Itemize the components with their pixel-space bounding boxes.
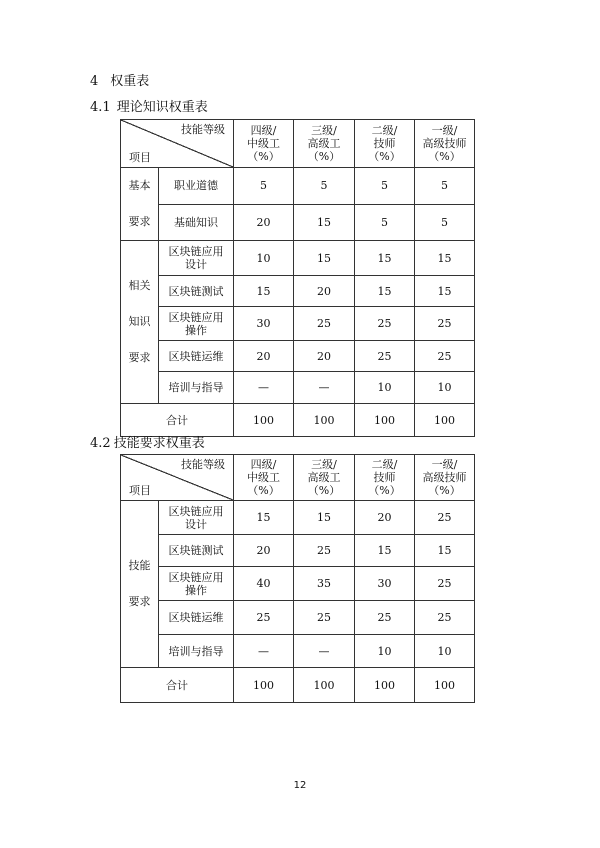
table2-heading [90, 432, 205, 451]
table-cell: 15 [415, 241, 475, 276]
table-cell: 10 [355, 635, 415, 668]
category-skill-requirements: 技能 要求 [121, 501, 159, 668]
total-cell: 100 [415, 404, 475, 437]
table-cell: 15 [415, 276, 475, 307]
table-cell: 25 [294, 601, 355, 635]
table2-heading-number: 4.2 [90, 436, 111, 451]
row-item-label: 区块链应用 设计 [159, 501, 234, 535]
corner-item-label: 项目 [129, 151, 151, 164]
table-cell: — [234, 635, 294, 668]
level-header: 三级/ 高级工 （%） [294, 120, 355, 168]
table-cell: 40 [234, 567, 294, 601]
table-cell: 15 [415, 535, 475, 567]
table-cell: 10 [415, 635, 475, 668]
total-cell: 100 [355, 404, 415, 437]
section-heading [90, 70, 149, 89]
table2-heading-title: 技能要求权重表 [113, 436, 205, 451]
table-cell: 25 [415, 601, 475, 635]
table-cell: 25 [415, 341, 475, 372]
corner-item-label: 项目 [129, 484, 151, 497]
section-number: 4 [90, 74, 99, 89]
table1-heading-title: 理论知识权重表 [116, 100, 208, 115]
level-header: 二级/ 技师 （%） [355, 455, 415, 501]
row-item-label: 区块链测试 [159, 276, 234, 307]
total-cell: 100 [234, 668, 294, 703]
table-cell: 15 [294, 501, 355, 535]
total-cell: 100 [234, 404, 294, 437]
level-header: 一级/ 高级技师 （%） [415, 455, 475, 501]
table-cell: 5 [355, 204, 415, 241]
table-cell: 20 [294, 276, 355, 307]
table-cell: 20 [294, 341, 355, 372]
corner-skill-level-label: 技能等级 [181, 458, 225, 471]
table-cell: 20 [355, 501, 415, 535]
table-corner-header [121, 120, 234, 168]
row-item-label: 培训与指导 [159, 635, 234, 668]
level-header: 一级/ 高级技师 （%） [415, 120, 475, 168]
table-cell: 25 [415, 501, 475, 535]
level-header: 四级/ 中级工 （%） [234, 455, 294, 501]
table-cell: 15 [355, 276, 415, 307]
level-header: 三级/ 高级工 （%） [294, 455, 355, 501]
category-related-knowledge: 相关 知识 要求 [121, 241, 159, 404]
total-cell: 100 [355, 668, 415, 703]
row-item-label: 职业道德 [159, 168, 234, 205]
table-cell: 15 [355, 241, 415, 276]
table-cell: 5 [294, 168, 355, 205]
row-item-label: 区块链测试 [159, 535, 234, 567]
table-cell: 25 [234, 601, 294, 635]
table1-heading-number: 4.1 [90, 100, 111, 115]
table-cell: 20 [234, 535, 294, 567]
table-cell: 25 [294, 307, 355, 341]
corner-skill-level-label: 技能等级 [181, 123, 225, 136]
total-cell: 100 [415, 668, 475, 703]
table-cell: 20 [234, 341, 294, 372]
level-header: 二级/ 技师 （%） [355, 120, 415, 168]
table-cell: 15 [294, 204, 355, 241]
row-item-label: 区块链运维 [159, 601, 234, 635]
row-item-label: 区块链运维 [159, 341, 234, 372]
table-cell: 25 [355, 341, 415, 372]
table-cell: 10 [234, 241, 294, 276]
row-item-label: 培训与指导 [159, 372, 234, 404]
page-number: 12 [293, 780, 307, 791]
table-cell: 25 [355, 307, 415, 341]
table-cell: 25 [294, 535, 355, 567]
table-cell: — [294, 372, 355, 404]
table-cell: 30 [234, 307, 294, 341]
total-cell: 100 [294, 404, 355, 437]
table-cell: 35 [294, 567, 355, 601]
table-cell: 15 [355, 535, 415, 567]
table-cell: 15 [294, 241, 355, 276]
total-label: 合计 [121, 404, 234, 437]
table-cell: 25 [415, 307, 475, 341]
total-cell: 100 [294, 668, 355, 703]
table-cell: 5 [355, 168, 415, 205]
table-cell: 5 [415, 168, 475, 205]
table-corner-header [121, 455, 234, 501]
table-cell: 25 [415, 567, 475, 601]
section-title: 权重表 [110, 74, 150, 89]
table1-heading [90, 96, 208, 115]
table-cell: 30 [355, 567, 415, 601]
table-cell: — [234, 372, 294, 404]
table-cell: 5 [415, 204, 475, 241]
table-cell: 10 [415, 372, 475, 404]
row-item-label: 区块链应用 操作 [159, 567, 234, 601]
row-item-label: 区块链应用 操作 [159, 307, 234, 341]
table-cell: — [294, 635, 355, 668]
category-basic-requirements: 基本 要求 [121, 168, 159, 241]
table-cell: 5 [234, 168, 294, 205]
table-cell: 15 [234, 276, 294, 307]
level-header: 四级/ 中级工 （%） [234, 120, 294, 168]
row-item-label: 基础知识 [159, 204, 234, 241]
skill-requirements-weight-table [120, 454, 475, 703]
table-cell: 20 [234, 204, 294, 241]
table-cell: 15 [234, 501, 294, 535]
table-cell: 10 [355, 372, 415, 404]
theory-knowledge-weight-table [120, 119, 475, 437]
row-item-label: 区块链应用 设计 [159, 241, 234, 276]
table-cell: 25 [355, 601, 415, 635]
total-label: 合计 [121, 668, 234, 703]
